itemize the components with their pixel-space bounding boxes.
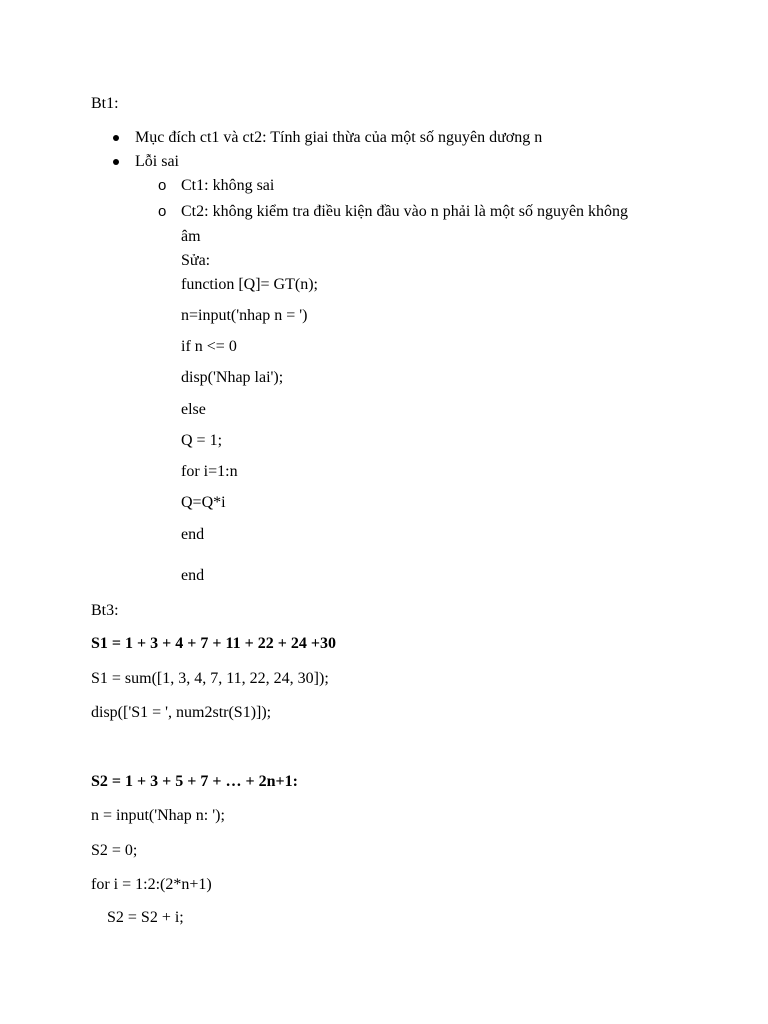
fix-label: Sửa: (181, 252, 211, 269)
sub-bullet-icon: o (158, 203, 167, 220)
code-line: disp(['S1 = ', num2str(S1)]); (91, 704, 272, 721)
code-line: for i=1:n (181, 463, 238, 480)
bullet-item-errors: Lỗi sai (135, 153, 179, 170)
code-line: disp('Nhap lai'); (181, 369, 284, 386)
code-line: Q=Q*i (181, 494, 226, 511)
s1-title: S1 = 1 + 3 + 4 + 7 + 11 + 22 + 24 +30 (91, 635, 336, 652)
sub-item-ct2-continued: âm (181, 228, 201, 245)
s2-title: S2 = 1 + 3 + 5 + 7 + … + 2n+1: (91, 773, 298, 790)
sub-item-ct1: Ct1: không sai (181, 177, 275, 194)
code-line: if n <= 0 (181, 338, 237, 355)
bullet-item-purpose: Mục đích ct1 và ct2: Tính giai thừa của một số nguyên dương n (135, 129, 543, 146)
code-line: S2 = S2 + i; (91, 909, 184, 926)
code-line: end (181, 526, 205, 543)
bt1-heading: Bt1: (91, 95, 119, 112)
bt3-heading: Bt3: (91, 602, 119, 619)
code-line: n=input('nhap n = ') (181, 307, 308, 324)
code-line: S2 = 0; (91, 842, 138, 859)
bullet-icon (113, 159, 119, 165)
code-line: else (181, 401, 206, 418)
code-line: Q = 1; (181, 432, 223, 449)
bullet-icon (113, 135, 119, 141)
code-line: end (181, 567, 205, 584)
code-line: function [Q]= GT(n); (181, 276, 318, 293)
sub-bullet-icon: o (158, 177, 167, 194)
code-line: for i = 1:2:(2*n+1) (91, 876, 212, 893)
code-line: n = input('Nhap n: '); (91, 807, 225, 824)
code-line: S1 = sum([1, 3, 4, 7, 11, 22, 24, 30]); (91, 670, 329, 687)
sub-item-ct2: Ct2: không kiểm tra điều kiện đầu vào n phải là một số nguyên không (181, 203, 629, 220)
